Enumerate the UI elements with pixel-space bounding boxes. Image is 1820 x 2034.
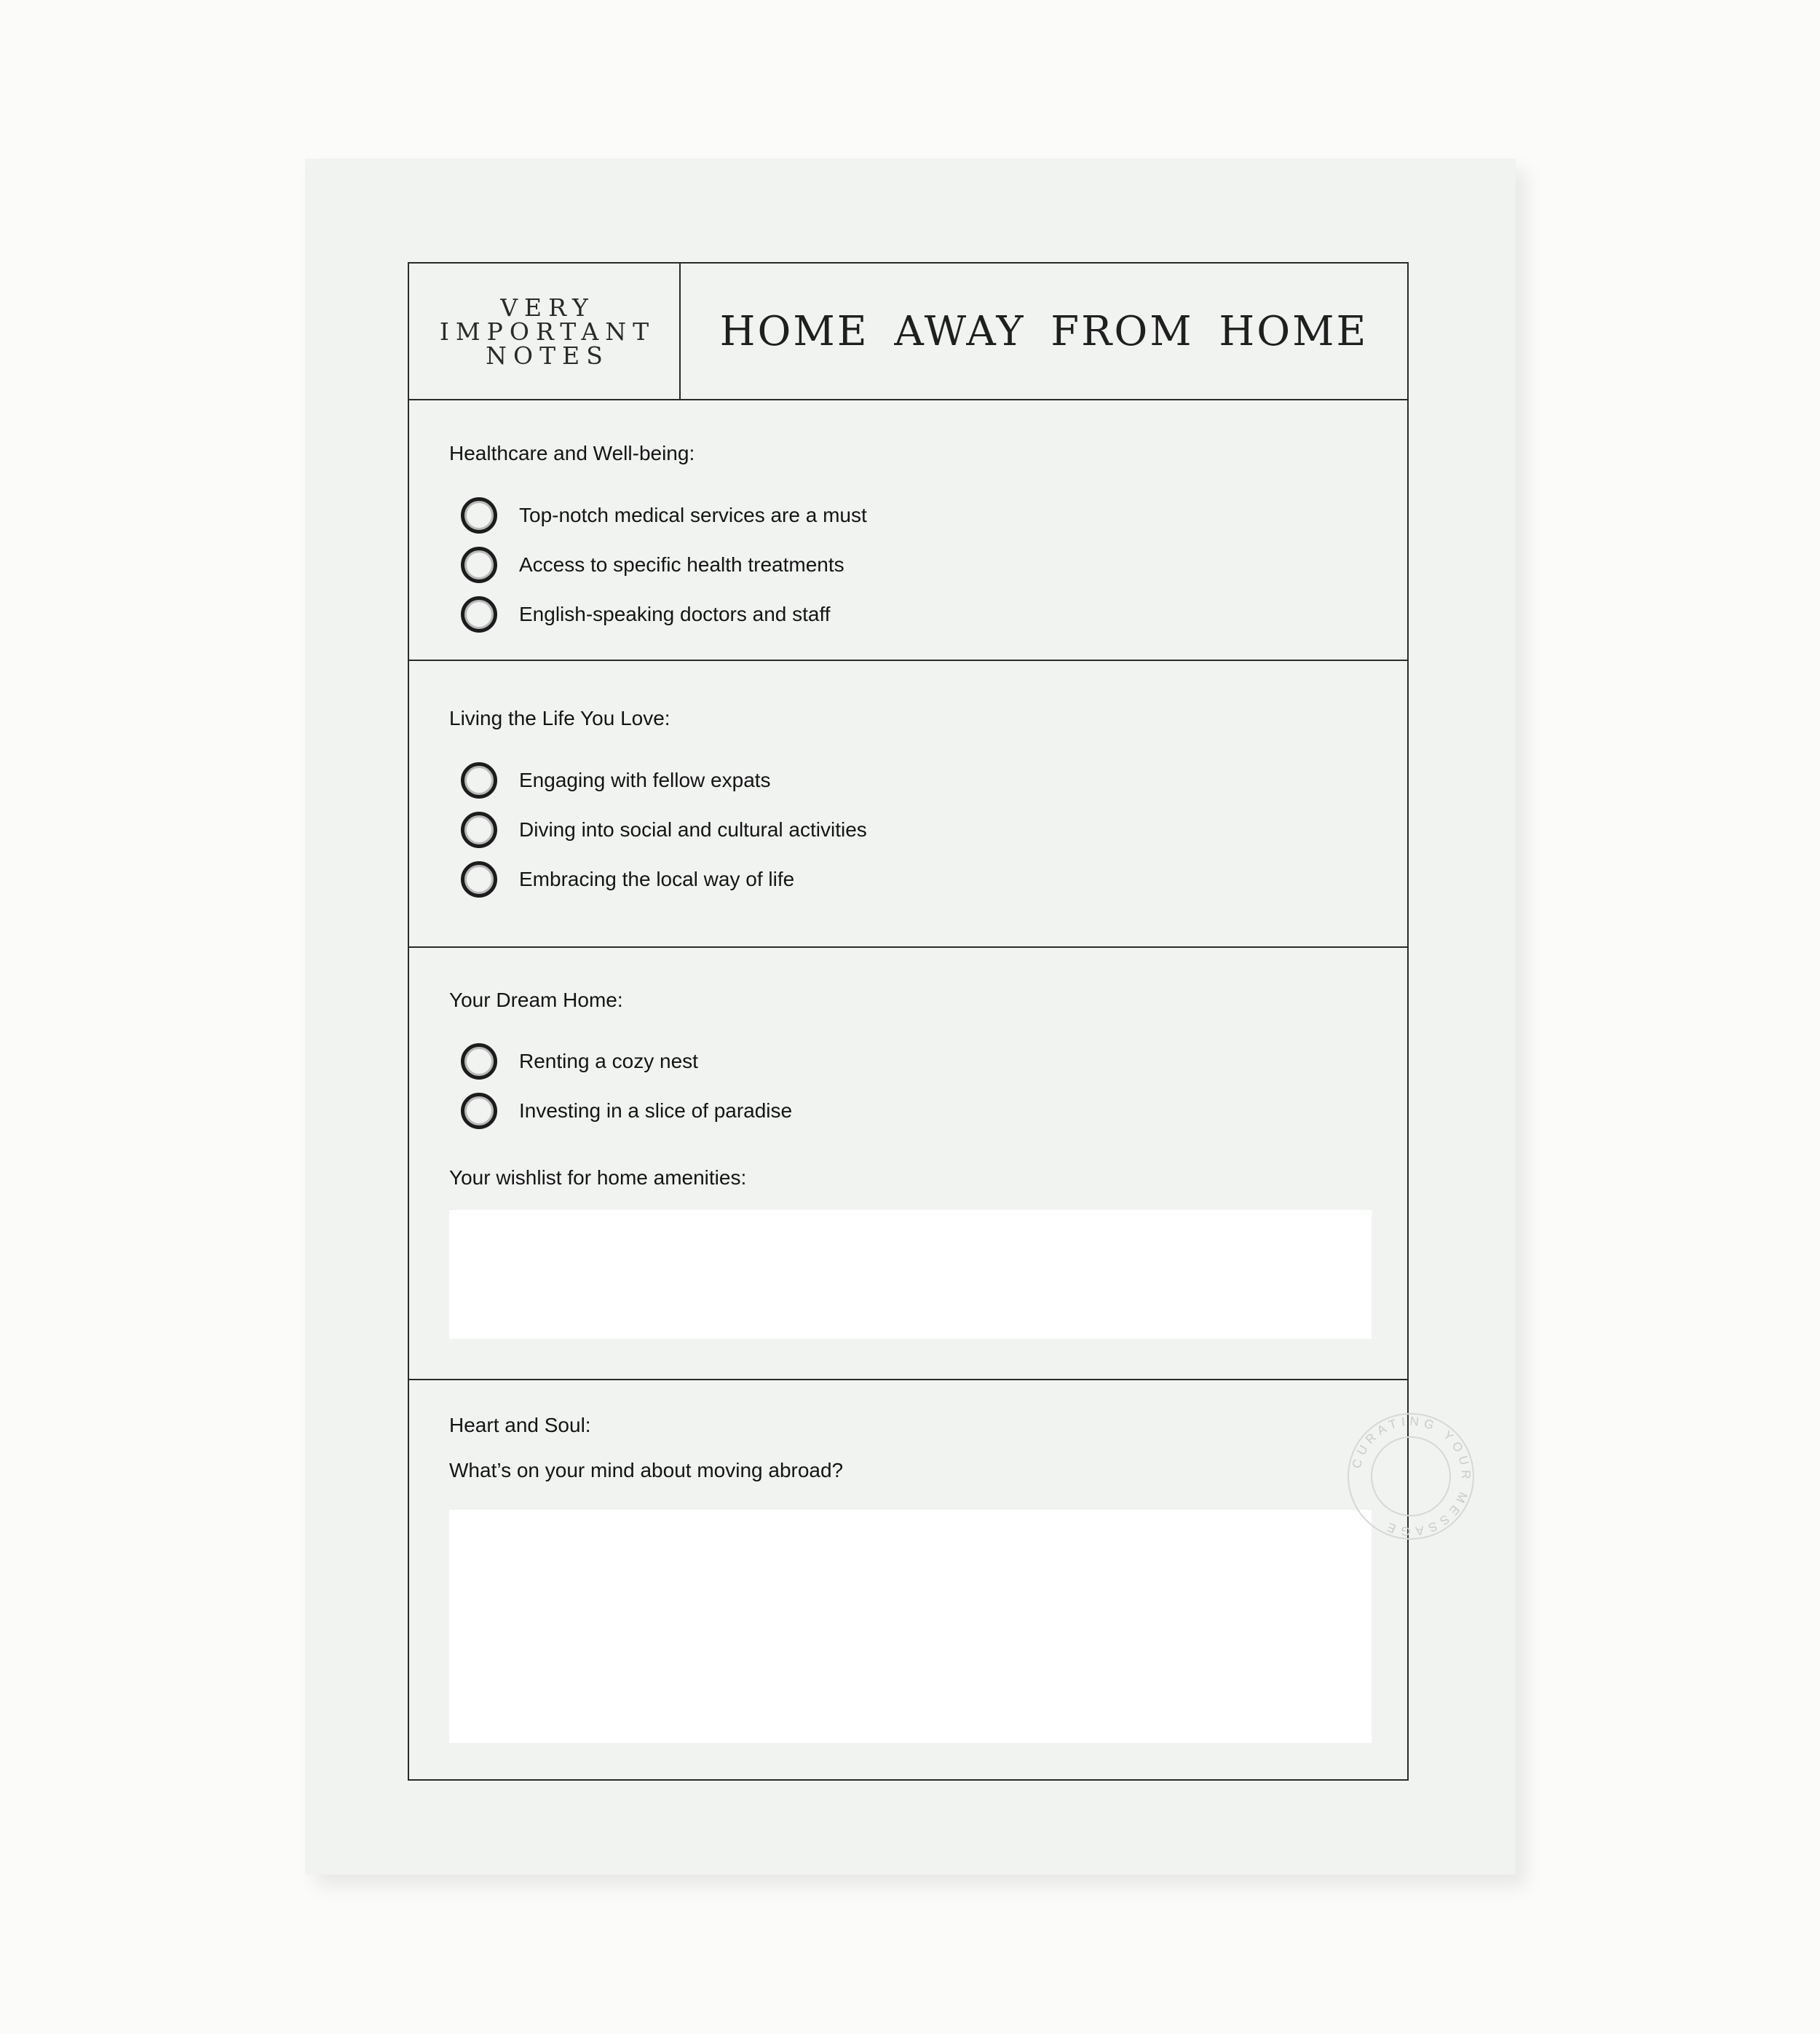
worksheet-page [305, 159, 1516, 1875]
header [409, 264, 1407, 400]
option-item[interactable] [461, 810, 867, 850]
option-label: Renting a cozy nest [519, 1050, 698, 1072]
tagline-line: NOTES [486, 341, 609, 370]
option-label: Engaging with fellow expats [519, 769, 771, 791]
section-lifestyle [409, 661, 1407, 948]
worksheet-frame [408, 262, 1409, 1781]
tagline-line: IMPORTANT [439, 317, 656, 346]
tagline-line: VERY [500, 293, 595, 322]
stamp-text: CURATING YOUR MESSAGE [1349, 1414, 1473, 1539]
option-item[interactable] [461, 859, 794, 900]
watermark-stamp [1347, 1412, 1475, 1540]
tagline [409, 264, 681, 399]
moving-abroad-text-area[interactable] [449, 1510, 1372, 1743]
option-label: English-speaking doctors and staff [519, 603, 831, 625]
option-label: Investing in a slice of paradise [519, 1099, 793, 1122]
section-title: Healthcare and Well-being: [449, 442, 695, 464]
radio-circle-icon[interactable] [461, 497, 497, 534]
option-label: Access to specific health treatments [519, 553, 844, 576]
radio-circle-icon[interactable] [461, 762, 497, 799]
stamp-inner-ring [1372, 1437, 1450, 1516]
section-healthcare [409, 400, 1407, 661]
option-item[interactable] [461, 760, 771, 801]
option-item[interactable] [461, 1041, 698, 1082]
radio-circle-icon[interactable] [461, 1093, 497, 1129]
moving-abroad-prompt: What’s on your mind about moving abroad? [449, 1459, 844, 1481]
radio-circle-icon[interactable] [461, 1043, 497, 1080]
radio-circle-icon[interactable] [461, 812, 497, 848]
option-item[interactable] [461, 594, 831, 635]
option-item[interactable] [461, 495, 867, 536]
section-heart-soul [409, 1380, 1407, 1781]
radio-circle-icon[interactable] [461, 596, 497, 633]
option-item[interactable] [461, 545, 844, 585]
option-label: Diving into social and cultural activities [519, 818, 867, 841]
section-title: Living the Life You Love: [449, 707, 670, 729]
amenities-prompt: Your wishlist for home amenities: [449, 1166, 747, 1189]
section-title: Heart and Soul: [449, 1414, 591, 1436]
option-label: Top-notch medical services are a must [519, 504, 867, 526]
radio-circle-icon[interactable] [461, 547, 497, 583]
option-item[interactable] [461, 1091, 792, 1131]
radio-circle-icon[interactable] [461, 861, 497, 898]
option-label: Embracing the local way of life [519, 868, 795, 890]
amenities-text-area[interactable] [449, 1210, 1372, 1339]
section-dream-home [409, 948, 1407, 1380]
section-title: Your Dream Home: [449, 989, 623, 1011]
page-title: HOME AWAY FROM HOME [719, 307, 1369, 355]
